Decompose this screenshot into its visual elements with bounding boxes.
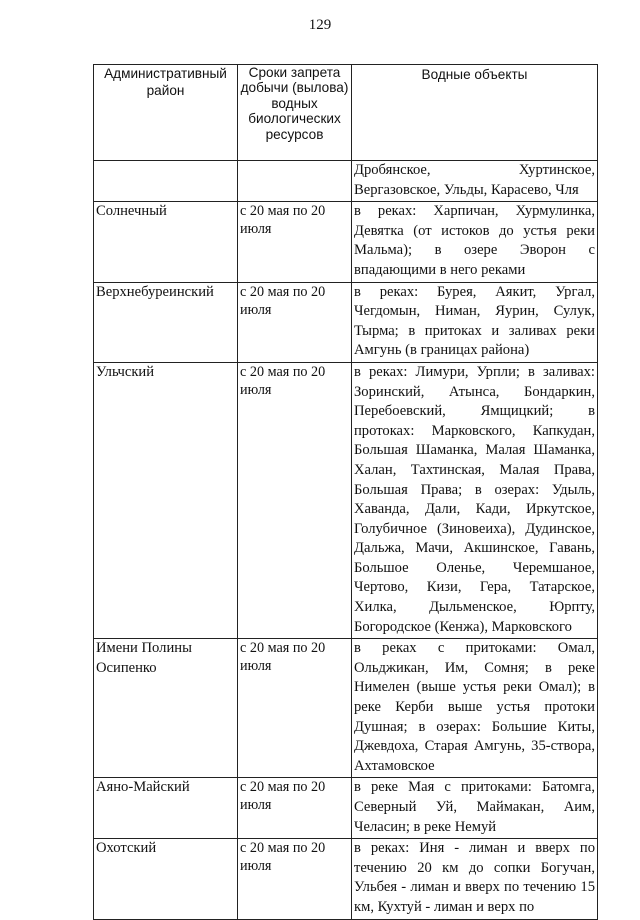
district-cell: Аяно-Майский [94, 778, 238, 839]
table-row [94, 362, 598, 638]
period-cell: с 20 мая по 20 июля [238, 778, 352, 839]
period-cell: с 20 мая по 20 июля [238, 282, 352, 362]
district-cell: Ульчский [94, 362, 238, 638]
water-bodies-cell: в реках с притоками: Омал, Ольджикан, Им, Сомня; в реке Нимелен (выше устья реки Омал); в реке Керби выше устья протоки Душная; в озерах: Большие Киты, Джевдоха, Старая Амгунь, 35-створа, Ахтамовское [352, 639, 598, 778]
page-number: 129 [308, 17, 332, 33]
table-row [94, 778, 598, 839]
water-bodies-cell: в реках: Бурея, Аякит, Ургал, Чегдомын, Ниман, Яурин, Сулук, Тырма; в притоках и заливах реки Амгунь (в границах района) [352, 282, 598, 362]
header-water-bodies: Водные объекты [352, 65, 598, 161]
district-cell: Солнечный [94, 202, 238, 282]
water-bodies-cell: Дробянское, Хуртинское, Вергазовское, Ульды, Карасево, Чля [352, 161, 598, 202]
period-cell: с 20 мая по 20 июля [238, 362, 352, 638]
water-bodies-cell: в реках: Харпичан, Хурмулинка, Девятка (от истоков до устья реки Мальма); в озере Эворон с впадающими в него реками [352, 202, 598, 282]
district-cell [94, 161, 238, 202]
water-bodies-cell: в реках: Лимури, Урпли; в заливах: Зоринский, Атынса, Бондаркин, Перебоевский, Ямщицкий; в протоках: Марковского, Капкудан, Большая Шаманка, Малая Шаманка, Халан, Тахтинская, Малая Права, Большая Права; в озерах: Удыль, Хаванда, Дали, Кади, Иркутское, Голубичное (Зиновеиха), Дудинское, Дальжа, Мачи, Акшинское, Гавань, Большое Оленье, Черемшаное, Чертово, Кизи, Гера, Татарское, Хилка, Дыльменское, Юрпту, Богородское (Кенжа), Марковского [352, 362, 598, 638]
header-district: Административный район [94, 65, 238, 161]
period-cell: с 20 мая по 20 июля [238, 839, 352, 919]
table-header-row [94, 65, 598, 161]
prohibition-table [93, 64, 598, 920]
header-period: Сроки запрета добычи (вылова) водных биологических ресурсов [238, 65, 352, 161]
district-cell: Имени Полины Осипенко [94, 639, 238, 778]
table-row [94, 202, 598, 282]
table-row [94, 839, 598, 919]
period-cell: с 20 мая по 20 июля [238, 202, 352, 282]
table-row [94, 639, 598, 778]
district-cell: Верхнебуреинский [94, 282, 238, 362]
table-row [94, 282, 598, 362]
period-cell [238, 161, 352, 202]
table-row [94, 161, 598, 202]
district-cell: Охотский [94, 839, 238, 919]
period-cell: с 20 мая по 20 июля [238, 639, 352, 778]
water-bodies-cell: в реке Мая с притоками: Батомга, Северный Уй, Маймакан, Аим, Челасин; в реке Немуй [352, 778, 598, 839]
water-bodies-cell: в реках: Иня - лиман и вверх по течению 20 км до сопки Богучан, Ульбея - лиман и вверх по течению 15 км, Кухтуй - лиман и верх по [352, 839, 598, 919]
